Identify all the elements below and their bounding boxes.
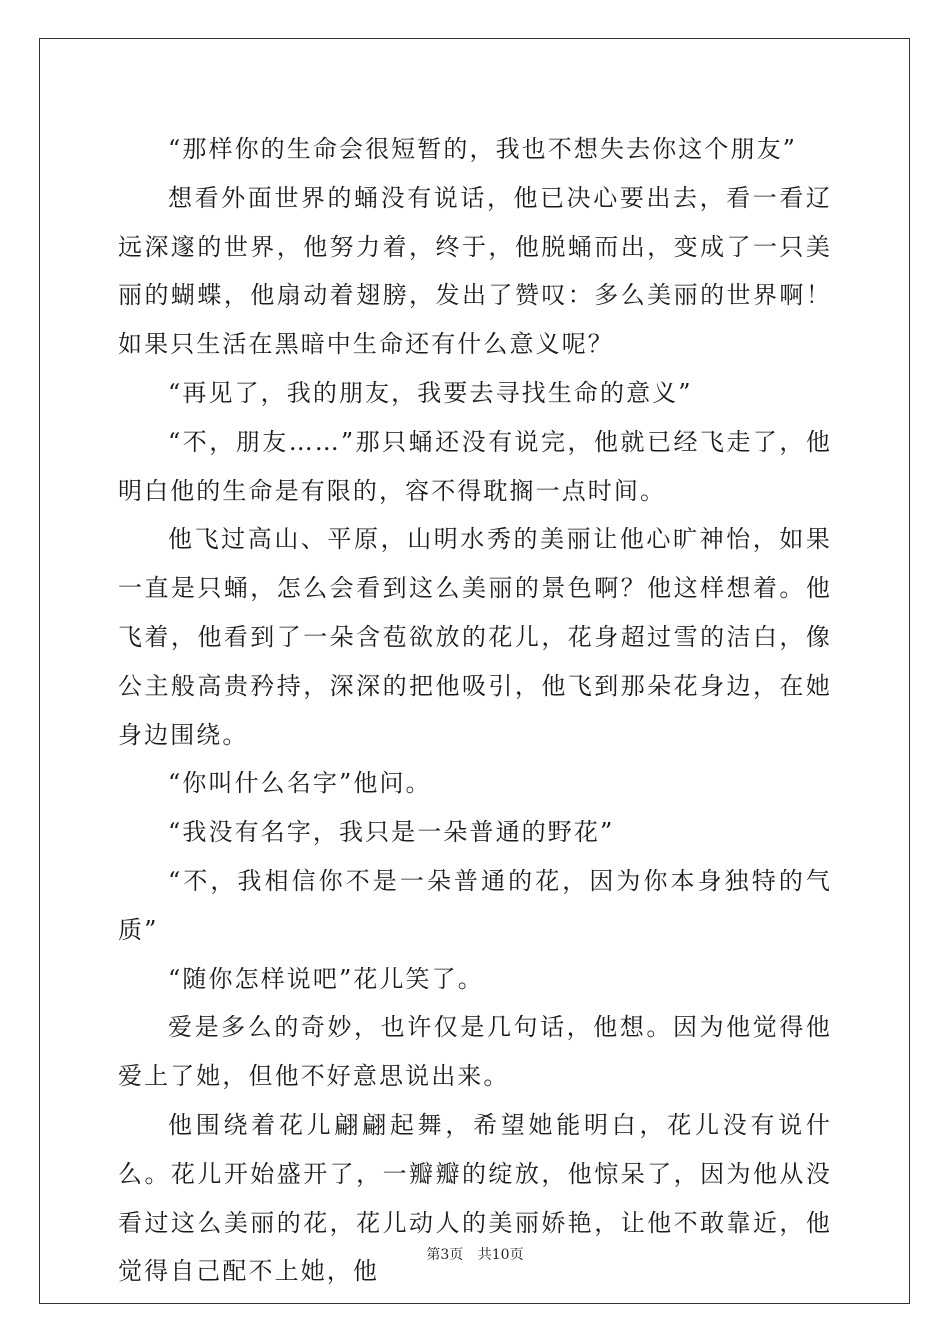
page-number: 第3页	[426, 1247, 464, 1263]
paragraph: 想看外面世界的蛹没有说话，他已决心要出去，看一看辽远深邃的世界，他努力着，终于，他脱蛹而出，变成了一只美丽的蝴蝶，他扇动着翅膀，发出了赞叹：多么美丽的世界啊！如果只生活在黑暗中生命还有什么意义呢？	[118, 183, 832, 359]
paragraph: “不，朋友……”那只蛹还没有说完，他就已经飞走了，他明白他的生命是有限的，容不得耽搁一点时间。	[118, 427, 832, 505]
paragraph: “那样你的生命会很短暂的，我也不想失去你这个朋友”	[168, 135, 798, 163]
page-footer	[0, 1245, 950, 1265]
paragraph: “我没有名字，我只是一朵普通的野花”	[168, 818, 615, 847]
paragraph: “再见了，我的朋友，我要去寻找生命的意义”	[168, 378, 693, 407]
paragraph: “随你怎样说吧”花儿笑了。	[168, 964, 484, 993]
page-total: 共10页	[477, 1247, 524, 1263]
paragraph: “不，我相信你不是一朵普通的花，因为你本身独特的气质”	[118, 866, 832, 944]
paragraph: 他飞过高山、平原，山明水秀的美丽让他心旷神怡，如果一直是只蛹，怎么会看到这么美丽的景色啊？他这样想着。他飞着，他看到了一朵含苞欲放的花儿，花身超过雪的洁白，像公主般高贵矜持，深深的把他吸引，他飞到那朵花身边，在她身边围绕。	[118, 525, 832, 749]
paragraph: 他围绕着花儿翩翩起舞，希望她能明白，花儿没有说什么。花儿开始盛开了，一瓣瓣的绽放，他惊呆了，因为他从没看过这么美丽的花，花儿动人的美丽娇艳，让他不敢靠近，他觉得自己配不上她，他	[118, 1110, 832, 1286]
paragraph: “你叫什么名字”他问。	[168, 769, 432, 798]
paragraph: 爱是多么的奇妙，也许仅是几句话，他想。因为他觉得他爱上了她，但他不好意思说出来。	[118, 1013, 832, 1091]
document-body	[118, 125, 832, 1296]
